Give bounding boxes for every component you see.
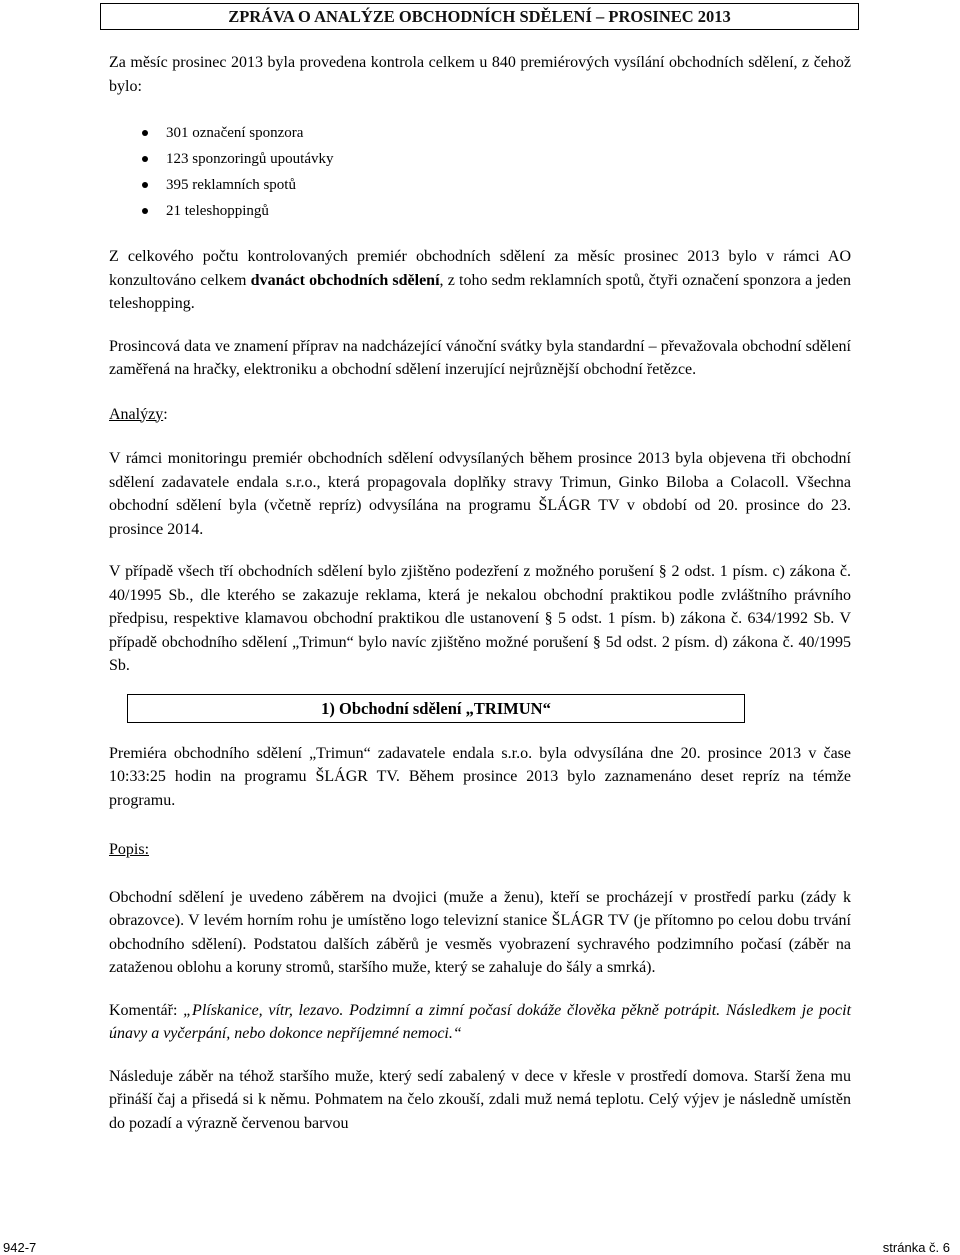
report-title: ZPRÁVA O ANALÝZE OBCHODNÍCH SDĚLENÍ – PROSINEC 2013 <box>100 3 859 30</box>
monitoring-paragraph: V rámci monitoringu premiér obchodních sdělení odvysílaných během prosince 2013 byla objevena tři obchodní sdělení zadavatele endala s.r.o., která propagovala doplňky stravy Trimun, Ginko Biloba a Colacoll. Všechna obchodní sdělení byla (včetně repríz) odvysílána na programu ŠLÁGR TV v období od 20. prosince do 23. prosince 2014. <box>109 450 851 538</box>
document-number: 942-7 <box>3 1240 37 1255</box>
comment-paragraph: Komentář: „Plískanice, vítr, lezavo. Podzimní a zimní počasí dokáže člověka pěkně potrápit. Následkem je pocit únavy a vyčerpání, nebo dokonce nepříjemné nemoci.“ <box>109 1001 852 1042</box>
list-item: 21 teleshoppingů <box>109 198 851 224</box>
suspicion-paragraph: V případě všech tří obchodních sdělení bylo zjištěno podezření z možného porušení § 2 odst. 1 písm. c) zákona č. 40/1995 Sb., dle kterého se zakazuje reklama, která je nekalou obchodní praktikou podle zvláštního právního předpisu, respektive klamavou obchodní praktikou dle ustanovení § 5 odst. 1 písm. b) zákona č. 634/1992 Sb. V případě obchodního sdělení „Trimun“ bylo navíc zjištěno možné porušení § 5d odst. 2 písm. d) zákona č. 40/1995 Sb. <box>109 563 851 674</box>
counts-list <box>109 120 851 224</box>
list-item: 123 sponzoringů upoutávky <box>109 146 851 172</box>
consultation-paragraph: Z celkového počtu kontrolovaných premiér obchodních sdělení za měsíc prosinec 2013 bylo v rámci AO konzultováno celkem dvanáct obchodních sdělení, z toho sedm reklamních spotů, čtyři označení sponzora a jeden teleshopping. <box>109 248 852 312</box>
document-body <box>109 51 851 1135</box>
list-item: 301 označení sponzora <box>109 120 851 146</box>
section-heading-trimun: 1) Obchodní sdělení „TRIMUN“ <box>127 694 745 723</box>
analyses-heading: Analýzy: <box>109 405 168 423</box>
list-item: 395 reklamních spotů <box>109 172 851 198</box>
followup-paragraph: Následuje záběr na téhož staršího muže, který sedí zabalený v dece v křesle v prostředí domova. Starší žena mu přináší čaj a přisedá si k němu. Pohmatem na čelo zkouší, zdali muž nemá teplotu. Celý výjev je následně umístěn do pozadí a výrazně červenou barvou <box>109 1067 851 1132</box>
description-paragraph: Obchodní sdělení je uvedeno záběrem na dvojici (muže a ženu), kteří se procházejí v prostředí parku (zády k obrazovce). V levém horním rohu je umístěno logo televizní stanice ŠLÁGR TV (je přítomno po celou dobu trvání obchodního sdělení). Podstatou dalších záběrů je vesměs vyobrazení sychravého podzimního počasí (záběr na zataženou oblohu a koruny stromů, staršího muže, který se zahaluje do šály a smrká). <box>109 888 851 976</box>
page-number: stránka č. 6 <box>882 1240 950 1255</box>
intro-paragraph: Za měsíc prosinec 2013 byla provedena kontrola celkem u 840 premiérových vysílání obchodních sdělení, z čehož bylo: <box>109 54 851 95</box>
description-heading: Popis: <box>109 841 150 858</box>
december-paragraph: Prosincová data ve znamení příprav na nadcházející vánoční svátky byla standardní – převažovala obchodní sdělení zaměřená na hračky, elektroniku a obchodní sdělení inzerující nejrůznější obchodní řetězce. <box>109 337 851 378</box>
premiere-paragraph: Premiéra obchodního sdělení „Trimun“ zadavatele endala s.r.o. byla odvysílána dne 20. prosince 2013 v čase 10:33:25 hodin na programu ŠLÁGR TV. Během prosince 2013 bylo zaznamenáno deset repríz na témže programu. <box>109 744 851 809</box>
